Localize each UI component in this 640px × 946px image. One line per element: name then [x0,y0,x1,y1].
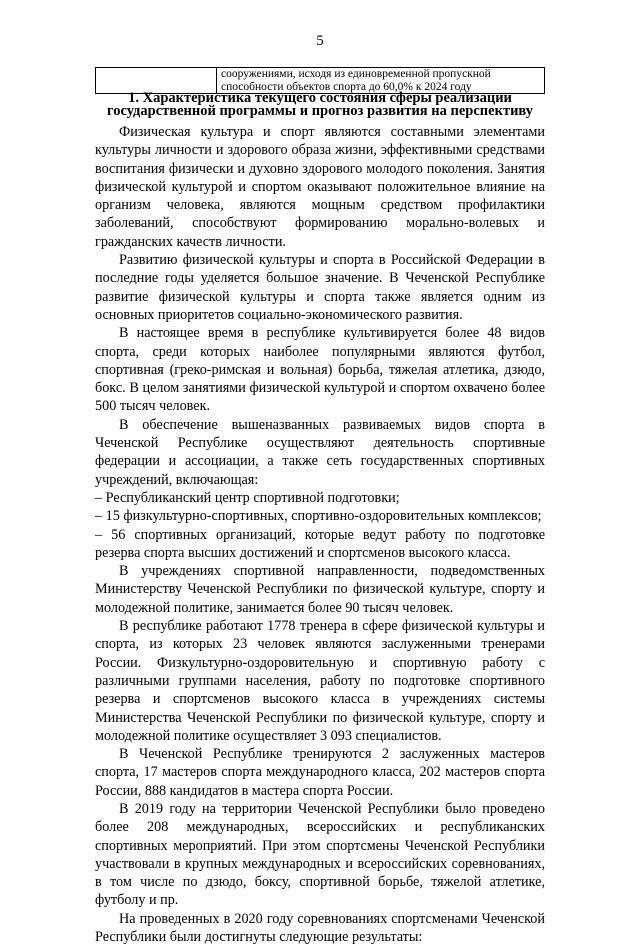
list-item: – Республиканский центр спортивной подготовки; [95,489,400,506]
page-number: 5 [316,33,324,49]
table-cell-line: сооружениями, исходя из единовременной пропускной [221,68,491,80]
list-item: – 56 спортивных организаций, которые ведут работу по подготовке резерва спорта высших достижений и спортсменов высокого класса. [95,526,545,561]
paragraph: Физическая культура и спорт являются составными элементами культуры личности и здорового образа жизни, эффективными средствами воспитания физически и духовно здорового молодого поколения. Занятия физической культурой и спортом оказывают положительное влияние на организм человека, являются мощным средством профилактики заболеваний, способствуют формированию морально-волевых и гражданских качеств личности. [95,124,545,250]
table-cell-line: способности объектов спорта до 60,0% к 2024 году [221,80,472,93]
section-title-line: государственной программы и прогноз развития на перспективу [106,103,534,119]
list-item: – 15 физкультурно-спортивных, спортивно-оздоровительных комплексов; [95,508,542,525]
paragraph: В Чеченской Республике тренируются 2 заслуженных мастеров спорта, 17 мастеров спорта международного класса, 202 мастеров спорта России, 888 кандидатов в мастера спорта России. [95,746,545,799]
section-title [95,92,545,118]
paragraph: Развитию физической культуры и спорта в Российской Федерации в последние годы уделяется большое значение. В Чеченской Республике развитие физической культуры и спорта также является одним из основных приоритетов социально-экономического развития. [95,252,545,323]
paragraph: В республике работают 1778 тренера в сфере физической культуры и спорта, из которых 23 человек являются заслуженными тренерами России. Физкультурно-оздоровительную и спортивную работу с различными группами населения, работу по подготовке спортивного резерва и спортсменов высокого класса в учреждениях системы Министерства Чеченской Республики по физической культуре, спорту и молодежной политике осуществляет 3 093 специалистов. [95,618,545,744]
section-title-line: 1. Характеристика текущего состояния сферы реализации [128,90,512,106]
paragraph: В 2019 году на территории Чеченской Республики было проведено более 208 международных, всероссийских и республиканских спортивных мероприятий. При этом спортсмены Чеченской Республики участвовали в крупных международных и всероссийских соревнованиях, в том числе по дзюдо, боксу, спортивной борьбе, тяжелой атлетике, футболу и пр. [95,800,545,909]
paragraph: В настоящее время в республике культивируется более 48 видов спорта, среди которых наиболее популярными являются футбол, спортивная (греко-римская и вольная) борьба, тяжелая атлетика, дзюдо, бокс. В целом занятиями физической культурой и спортом охвачено более 500 тысяч человек. [95,325,545,415]
document-body [95,123,545,946]
paragraph: В учреждениях спортивной направленности, подведомственных Министерству Чеченской Республики по физической культуре, спорту и молодежной политике, занимается более 90 тысяч человек. [95,563,545,616]
paragraph: В обеспечение вышеназванных развиваемых видов спорта в Чеченской Республике осуществляют деятельность спортивные федерации и ассоциации, а также сеть государственных спортивных учреждений, включающая: [95,416,545,488]
paragraph: На проведенных в 2020 году соревнованиях спортсменами Чеченской Республики были достигнуты следующие результаты: [95,910,545,946]
